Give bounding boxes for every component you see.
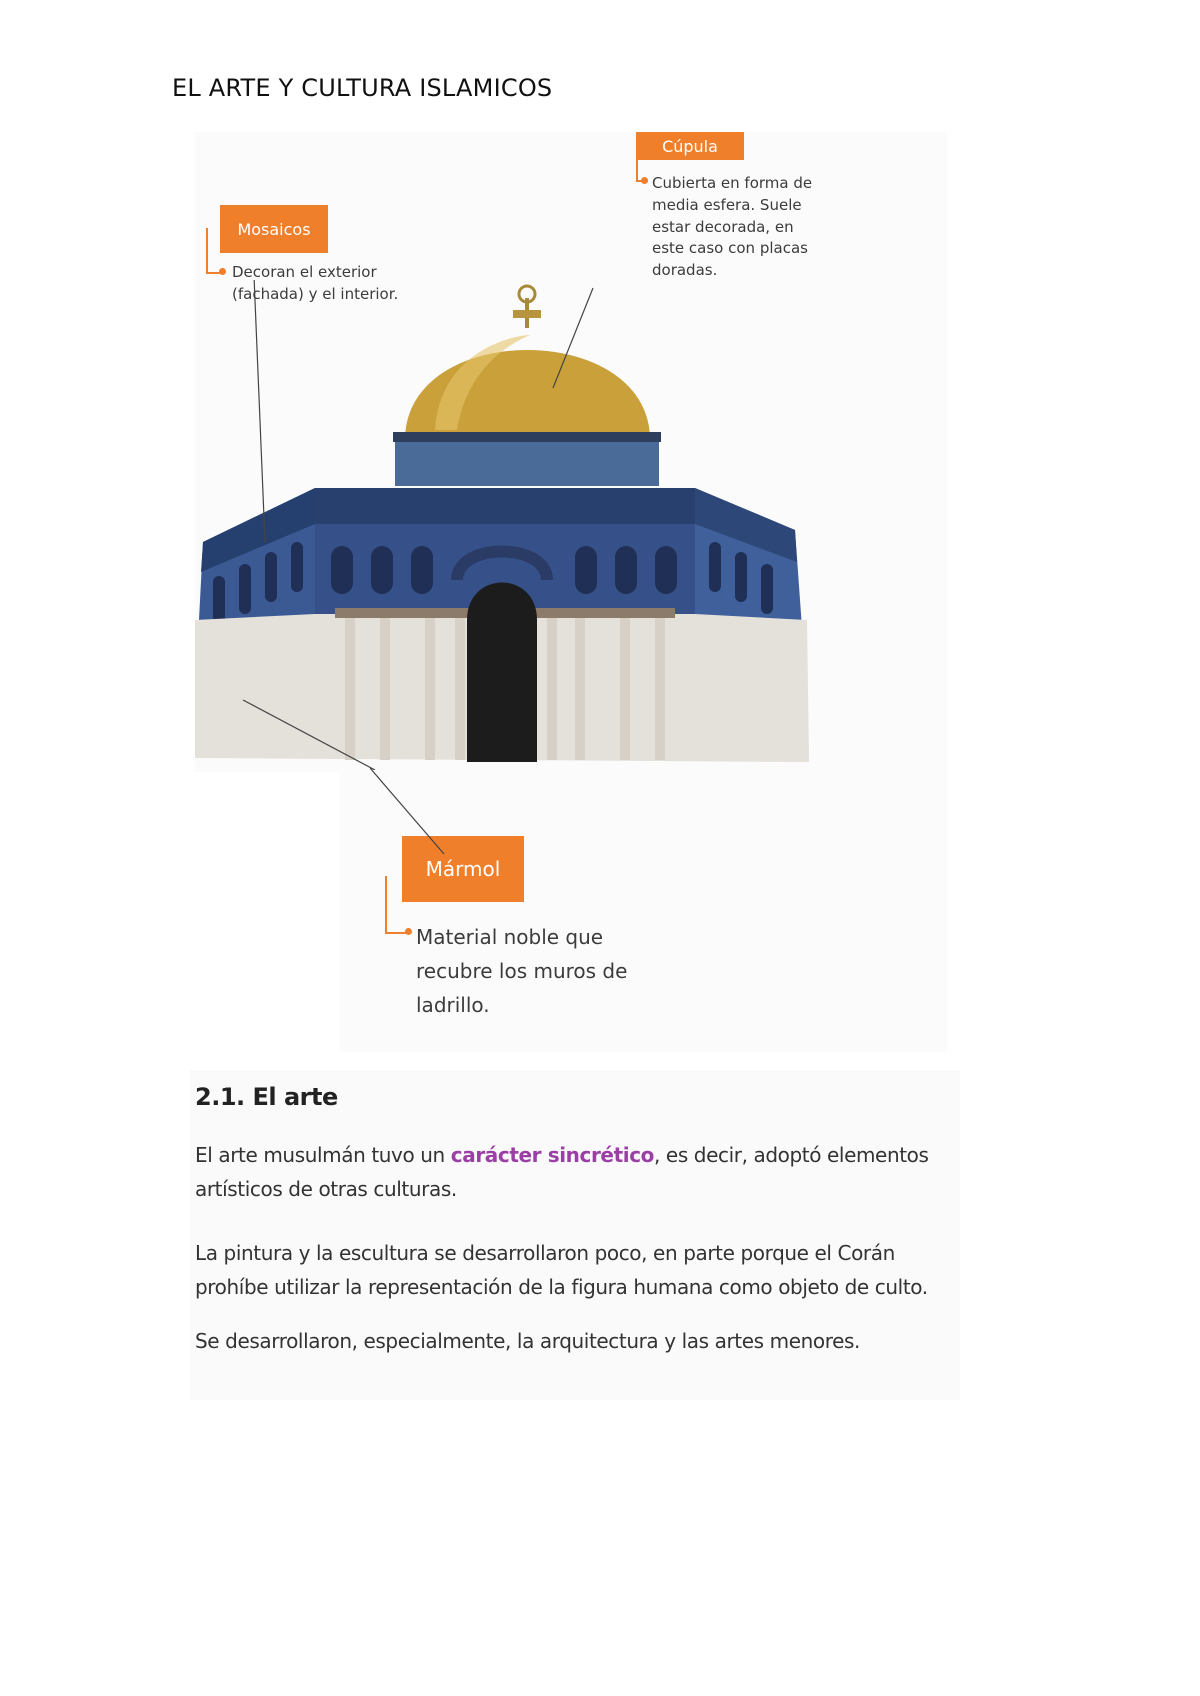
paragraph-1-highlight: carácter sincrético	[450, 1143, 654, 1167]
cupula-text-line: este caso con placas	[652, 239, 808, 258]
dome-of-the-rock-photo	[195, 280, 875, 770]
main-entrance	[467, 583, 537, 763]
cupula-bracket-dot	[641, 177, 648, 184]
marmol-text-line: ladrillo.	[416, 993, 490, 1017]
cupula-text-line: Cubierta en forma de	[652, 174, 813, 192]
mosaicos-label: Mosaicos	[220, 205, 328, 253]
paragraph-3: Se desarrollaron, especialmente, la arquitectura y las artes menores.	[195, 1329, 860, 1353]
cupula-label: Cúpula	[636, 132, 744, 160]
dome-drum	[395, 438, 659, 486]
dome-finial	[513, 286, 541, 328]
frieze	[315, 488, 695, 524]
cupula-text-line: media esfera. Suele	[652, 195, 802, 214]
marmol-description	[416, 920, 636, 1022]
drum-rim	[393, 432, 661, 442]
mosaicos-text-line: (fachada) y el interior.	[232, 284, 399, 303]
marmol-label: Mármol	[402, 836, 524, 902]
marmol-text-line: recubre los muros de	[416, 959, 628, 983]
section-heading: 2.1. El arte	[195, 1083, 338, 1111]
marmol-bracket-dot	[405, 928, 412, 935]
paragraph-1-start: El arte musulmán tuvo un	[195, 1143, 451, 1167]
mosaicos-leader-line	[253, 280, 265, 542]
mosaicos-text-line: Decoran el exterior	[232, 263, 377, 281]
cupula-text-line: doradas.	[652, 261, 718, 279]
paragraph-1-end: , es decir, adoptó elementos artísticos de otras culturas.	[195, 1143, 929, 1201]
paragraph-2: La pintura y la escultura se desarrollaron poco, en parte porque el Corán prohíbe utilizar la representación de la figura humana como objeto de culto.	[195, 1241, 928, 1299]
cupula-text-line: estar decorada, en	[652, 217, 794, 236]
paragraph-1	[195, 1138, 955, 1206]
cupula-description	[652, 173, 827, 282]
mosaicos-bracket-dot	[219, 268, 226, 275]
marmol-leader-line-extension	[370, 768, 490, 858]
document-title: EL ARTE Y CULTURA ISLAMICOS	[172, 74, 553, 102]
marmol-text-line: Material noble que	[416, 925, 604, 949]
